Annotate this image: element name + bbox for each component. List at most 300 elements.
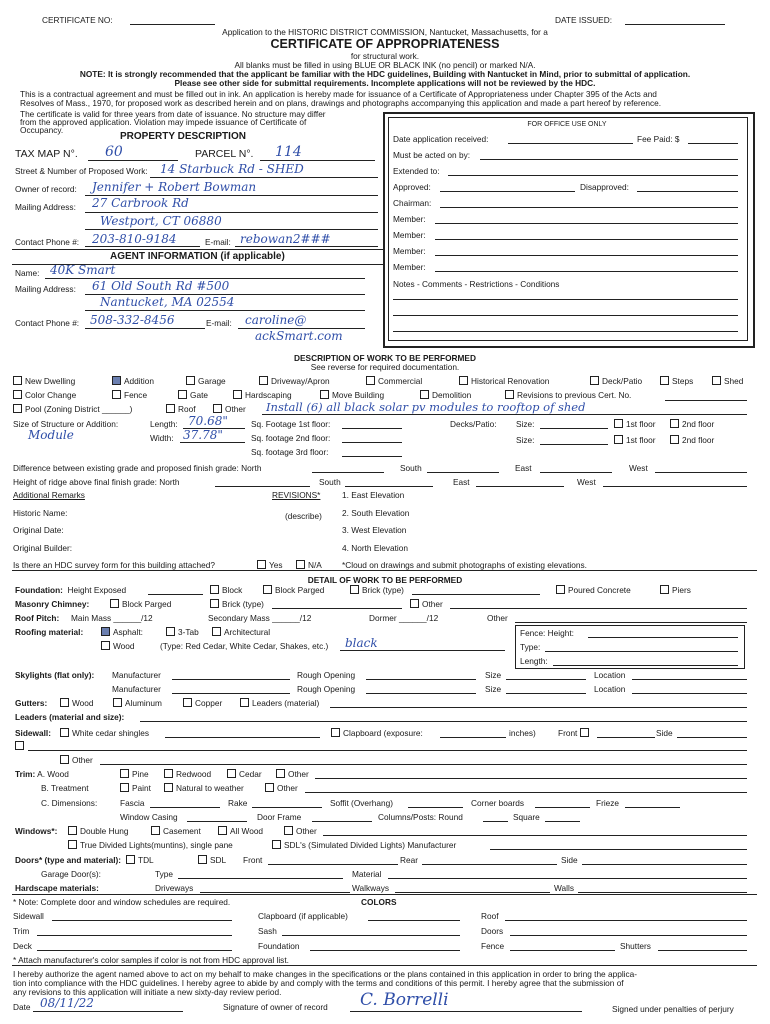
foundation-label: Foundation: bbox=[15, 585, 63, 595]
checkbox-icon bbox=[60, 698, 69, 707]
deck-2nd-floor-label: 2nd floor bbox=[682, 419, 715, 429]
chimney-other-label: Other bbox=[422, 599, 443, 609]
color-foundation-label: Foundation bbox=[258, 941, 300, 951]
poured-concrete-checkbox[interactable] bbox=[556, 585, 631, 595]
street-field[interactable] bbox=[150, 177, 378, 178]
checkbox-icon bbox=[68, 826, 77, 835]
rough-opening-2-label: Rough Opening bbox=[297, 684, 356, 694]
revision-2: 2. South Elevation bbox=[342, 508, 410, 518]
notes-field-1[interactable] bbox=[393, 299, 738, 300]
fence-type-label: Type: bbox=[520, 642, 541, 652]
walkways-field[interactable] bbox=[395, 892, 550, 893]
asphalt-checkbox[interactable] bbox=[101, 627, 143, 637]
ridge-east-label: East bbox=[453, 477, 470, 487]
deck-1st-floor-checkbox[interactable] bbox=[614, 419, 656, 429]
authorization-line2: tion into compliance with the HDC guidelines. I hereby agree to abide by and comply with the terms and conditions of this permit. I hereby agree that the submission of bbox=[13, 978, 624, 988]
a-wood-label: A. Wood bbox=[37, 769, 69, 779]
deck2-2nd-floor-label: 2nd floor bbox=[682, 435, 715, 445]
pine-checkbox[interactable] bbox=[120, 769, 149, 779]
mailing-value-1: 27 Carbrook Rd bbox=[92, 196, 189, 210]
new-dwelling-checkbox[interactable] bbox=[13, 376, 75, 386]
sqft-3-field[interactable] bbox=[342, 456, 402, 457]
agent-mailing-field-2[interactable] bbox=[85, 310, 365, 311]
garage-label: Garage bbox=[198, 376, 226, 386]
color-clapboard-field[interactable] bbox=[368, 920, 460, 921]
fence-length-label: Length: bbox=[520, 656, 548, 666]
decks-label: Decks/Patio: bbox=[450, 419, 497, 429]
checkbox-icon bbox=[614, 435, 623, 444]
checkbox-icon bbox=[420, 390, 429, 399]
block-parged-checkbox[interactable] bbox=[263, 585, 324, 595]
agent-phone-label: Contact Phone #: bbox=[15, 318, 80, 328]
length-label: Length: bbox=[150, 419, 178, 429]
phone-field[interactable] bbox=[85, 246, 200, 247]
white-cedar-checkbox[interactable] bbox=[60, 728, 149, 738]
chimney-other-checkbox[interactable] bbox=[410, 599, 443, 609]
color-foundation-field[interactable] bbox=[310, 950, 460, 951]
door-front-field[interactable] bbox=[268, 864, 398, 865]
agent-email-value-1: caroline@ bbox=[245, 313, 307, 327]
grade-diff-label: Difference between existing grade and proposed finish grade: North bbox=[13, 463, 262, 473]
notes-field-3[interactable] bbox=[393, 331, 738, 332]
windows-label: Windows*: bbox=[15, 826, 58, 836]
demolition-checkbox[interactable] bbox=[420, 390, 471, 400]
brick-type-checkbox[interactable] bbox=[350, 585, 404, 595]
roof-wood-label: Wood bbox=[113, 641, 135, 651]
trim-wood-other-field[interactable] bbox=[315, 778, 747, 779]
driveway-label: Driveway/Apron bbox=[271, 376, 330, 386]
aluminum-checkbox[interactable] bbox=[113, 698, 162, 708]
sidewall-front-field[interactable] bbox=[597, 737, 655, 738]
three-tab-label: 3-Tab bbox=[178, 627, 199, 637]
color-doors-field[interactable] bbox=[510, 935, 747, 936]
trim-wood-other-checkbox[interactable] bbox=[276, 769, 309, 779]
grade-north-field[interactable] bbox=[312, 472, 384, 473]
fence-height-label: Fence: Height: bbox=[520, 628, 574, 638]
redwood-checkbox[interactable] bbox=[164, 769, 211, 779]
agent-phone-field[interactable] bbox=[85, 328, 205, 329]
chimney-other-field[interactable] bbox=[450, 608, 747, 609]
checkbox-icon bbox=[113, 698, 122, 707]
door-rear-label: Rear bbox=[400, 855, 418, 865]
other-checkbox[interactable] bbox=[213, 404, 246, 414]
deck-patio-label: Deck/Patio bbox=[602, 376, 643, 386]
color-roof-field[interactable] bbox=[505, 920, 747, 921]
garage-material-field[interactable] bbox=[388, 878, 747, 879]
foundation-row bbox=[15, 585, 126, 595]
chairman-label: Chairman: bbox=[393, 198, 432, 208]
original-date-label: Original Date: bbox=[13, 525, 64, 535]
color-sidewall-field[interactable] bbox=[52, 920, 232, 921]
trim-label: Trim: bbox=[15, 769, 36, 779]
checkbox-icon bbox=[101, 641, 110, 650]
checkbox-icon bbox=[60, 728, 69, 737]
poured-concrete-label: Poured Concrete bbox=[568, 585, 631, 595]
contract-line1: This is a contractual agreement and must be filled out in ink. An application is hereby made for issuance of a Certificate of Appropriateness under Chapter 395 of the Acts and bbox=[20, 89, 657, 99]
leaders-material-checkbox[interactable] bbox=[240, 698, 319, 708]
survey-na-label: N/A bbox=[308, 560, 322, 570]
signature-field[interactable] bbox=[350, 1011, 582, 1012]
ridge-east-field[interactable] bbox=[476, 486, 564, 487]
height-exposed-field[interactable] bbox=[148, 594, 203, 595]
inches-label: inches) bbox=[509, 728, 536, 738]
window-other-field[interactable] bbox=[323, 835, 747, 836]
window-other-label: Other bbox=[296, 826, 317, 836]
true-divided-checkbox[interactable] bbox=[68, 840, 233, 850]
disapproved-field[interactable] bbox=[637, 191, 738, 192]
skylight-location-1-field[interactable] bbox=[632, 679, 747, 680]
garage-type-field[interactable] bbox=[178, 878, 343, 879]
wood-type-label: (Type: Red Cedar, White Cedar, Shakes, etc.) bbox=[160, 641, 329, 651]
sidewall-extra-field[interactable] bbox=[28, 750, 747, 751]
width-label: Width: bbox=[150, 433, 174, 443]
skylight-size-2-field[interactable] bbox=[506, 693, 586, 694]
skylight-manufacturer-1-field[interactable] bbox=[172, 679, 290, 680]
sidewall-side-field[interactable] bbox=[677, 737, 747, 738]
notes-field-2[interactable] bbox=[393, 315, 738, 316]
doors-label: Doors* (type and material): bbox=[15, 855, 122, 865]
driveway-checkbox[interactable] bbox=[259, 376, 330, 386]
sqft-1-field[interactable] bbox=[342, 428, 402, 429]
roof-checkbox[interactable] bbox=[166, 404, 196, 414]
deck-patio-checkbox[interactable] bbox=[590, 376, 642, 386]
checkbox-icon bbox=[186, 376, 195, 385]
masonry-chimney-label: Masonry Chimney: bbox=[15, 599, 90, 609]
addition-checkbox[interactable] bbox=[112, 376, 154, 386]
checkbox-icon bbox=[580, 728, 589, 737]
skylights-label: Skylights (flat only): bbox=[15, 670, 95, 680]
hardscaping-checkbox[interactable] bbox=[233, 390, 292, 400]
asphalt-label: Asphalt: bbox=[113, 627, 143, 637]
revisions-prev-checkbox[interactable] bbox=[505, 390, 631, 400]
date-issued-field[interactable] bbox=[625, 24, 725, 25]
cedar-checkbox[interactable] bbox=[227, 769, 262, 779]
survey-yes-checkbox[interactable] bbox=[257, 560, 283, 570]
valid-line1: The certificate is valid for three years from date of issuance. No structure may differ bbox=[20, 109, 326, 119]
color-sash-label: Sash bbox=[258, 926, 277, 936]
extended-field[interactable] bbox=[448, 175, 738, 176]
steps-checkbox[interactable] bbox=[660, 376, 693, 386]
roof-wood-checkbox[interactable] bbox=[101, 641, 135, 651]
agent-top-rule bbox=[12, 249, 384, 250]
wood-type-field[interactable] bbox=[340, 650, 505, 651]
checkbox-icon bbox=[320, 390, 329, 399]
corner-boards-label: Corner boards bbox=[471, 798, 525, 808]
member-4-field[interactable] bbox=[435, 271, 738, 272]
checkbox-icon bbox=[198, 855, 207, 864]
email-field[interactable] bbox=[235, 246, 378, 247]
window-other-checkbox[interactable] bbox=[284, 826, 317, 836]
member-3-label: Member: bbox=[393, 246, 426, 256]
frieze-field[interactable] bbox=[625, 807, 680, 808]
b-treatment-label: B. Treatment bbox=[41, 783, 89, 793]
pool-checkbox[interactable] bbox=[13, 404, 132, 414]
door-sdl-label: SDL bbox=[210, 855, 227, 865]
grade-south-label: South bbox=[400, 463, 422, 473]
steps-label: Steps bbox=[672, 376, 694, 386]
revisions-prev-field[interactable] bbox=[665, 400, 747, 401]
skylight-size-2-label: Size bbox=[485, 684, 502, 694]
color-sash-field[interactable] bbox=[282, 935, 460, 936]
mailing-field-1[interactable] bbox=[85, 212, 378, 213]
driveways-field[interactable] bbox=[200, 892, 350, 893]
driveways-label: Driveways bbox=[155, 883, 194, 893]
sqft-2-field[interactable] bbox=[342, 442, 402, 443]
roofing-material-label: Roofing material: bbox=[15, 627, 84, 637]
fence-checkbox[interactable] bbox=[112, 390, 147, 400]
brick-type-field[interactable] bbox=[412, 594, 540, 595]
checkbox-icon bbox=[556, 585, 565, 594]
grade-east-label: East bbox=[515, 463, 532, 473]
extended-label: Extended to: bbox=[393, 166, 440, 176]
other-field[interactable] bbox=[262, 414, 747, 415]
trim-wood-other-label: Other bbox=[288, 769, 309, 779]
mailing-value-2: Westport, CT 06880 bbox=[100, 214, 222, 228]
treatment-other-label: Other bbox=[277, 783, 298, 793]
paint-checkbox[interactable] bbox=[120, 783, 151, 793]
fee-paid-label: Fee Paid: $ bbox=[637, 134, 680, 144]
architectural-checkbox[interactable] bbox=[212, 627, 270, 637]
page-subtitle: for structural work. bbox=[350, 51, 420, 61]
window-casing-label: Window Casing bbox=[120, 812, 178, 822]
fee-paid-field[interactable] bbox=[688, 143, 738, 144]
deck2-1st-floor-checkbox[interactable] bbox=[614, 435, 656, 445]
skylight-size-1-field[interactable] bbox=[506, 679, 586, 680]
color-shutters-field[interactable] bbox=[658, 950, 747, 951]
walls-field[interactable] bbox=[578, 892, 747, 893]
main-mass-label: Main Mass ______/12 bbox=[71, 613, 153, 623]
garage-material-label: Material bbox=[352, 869, 382, 879]
treatment-other-checkbox[interactable] bbox=[265, 783, 298, 793]
color-sidewall-label: Sidewall bbox=[13, 911, 44, 921]
approved-field[interactable] bbox=[440, 191, 575, 192]
owner-label: Owner of record: bbox=[15, 184, 77, 194]
double-hung-checkbox[interactable] bbox=[68, 826, 128, 836]
office-use-heading: FOR OFFICE USE ONLY bbox=[527, 121, 607, 128]
signature-value: C. Borrelli bbox=[360, 990, 449, 1010]
ridge-west-field[interactable] bbox=[603, 486, 747, 487]
fascia-field[interactable] bbox=[150, 807, 220, 808]
pine-label: Pine bbox=[132, 769, 149, 779]
cert-no-field[interactable] bbox=[130, 24, 215, 25]
description-subheading: See reverse for required documentation. bbox=[310, 362, 460, 372]
garage-checkbox[interactable] bbox=[186, 376, 226, 386]
chimney-brick-field[interactable] bbox=[272, 608, 402, 609]
rake-label: Rake bbox=[228, 798, 248, 808]
checkbox-icon bbox=[60, 755, 69, 764]
checkbox-icon bbox=[331, 728, 340, 737]
checkbox-icon bbox=[13, 376, 22, 385]
square-label: Square bbox=[513, 812, 540, 822]
color-trim-field[interactable] bbox=[37, 935, 232, 936]
deck-size-1-label: Size: bbox=[516, 419, 535, 429]
pool-label: Pool (Zoning District ______) bbox=[25, 404, 133, 414]
treatment-other-field[interactable] bbox=[305, 792, 747, 793]
casement-checkbox[interactable] bbox=[151, 826, 201, 836]
true-divided-label: True Divided Lights(muntins), single pane bbox=[80, 840, 233, 850]
ridge-south-field[interactable] bbox=[345, 486, 433, 487]
color-fence-label: Fence bbox=[481, 941, 505, 951]
fence-type-field[interactable] bbox=[545, 651, 738, 652]
sidewall-label: Sidewall: bbox=[15, 728, 51, 738]
checkbox-icon bbox=[15, 741, 24, 750]
door-frame-field[interactable] bbox=[312, 821, 372, 822]
checkbox-icon bbox=[164, 769, 173, 778]
color-deck-label: Deck bbox=[13, 941, 32, 951]
agent-name-value: 40K Smart bbox=[50, 263, 116, 277]
door-frame-label: Door Frame bbox=[257, 812, 302, 822]
survey-yes-label: Yes bbox=[269, 560, 283, 570]
sqft-2-label: Sq. footage 2nd floor: bbox=[251, 433, 331, 443]
member-2-field[interactable] bbox=[435, 239, 738, 240]
chimney-block-parged-checkbox[interactable] bbox=[110, 599, 171, 609]
checkbox-icon bbox=[120, 783, 129, 792]
square-field[interactable] bbox=[545, 821, 580, 822]
date-received-field[interactable] bbox=[508, 143, 633, 144]
gutter-wood-checkbox[interactable] bbox=[60, 698, 94, 708]
block-checkbox[interactable] bbox=[210, 585, 242, 595]
secondary-mass-label: Secondary Mass ______/12 bbox=[208, 613, 312, 623]
brick-type-label: Brick (type) bbox=[362, 585, 404, 595]
three-tab-checkbox[interactable] bbox=[166, 627, 199, 637]
page-title: CERTIFICATE OF APPROPRIATENESS bbox=[270, 37, 500, 51]
natural-checkbox[interactable] bbox=[164, 783, 244, 793]
checkbox-icon bbox=[459, 376, 468, 385]
skylight-manufacturer-2-field[interactable] bbox=[172, 693, 290, 694]
sidewall-front-checkbox[interactable] bbox=[558, 728, 592, 738]
door-rear-field[interactable] bbox=[422, 864, 557, 865]
checkbox-icon bbox=[670, 435, 679, 444]
chimney-brick-checkbox[interactable] bbox=[210, 599, 264, 609]
survey-na-checkbox[interactable] bbox=[296, 560, 322, 570]
commercial-checkbox[interactable] bbox=[366, 376, 422, 386]
member-3-field[interactable] bbox=[435, 255, 738, 256]
move-building-checkbox[interactable] bbox=[320, 390, 384, 400]
deck-size-2-field[interactable] bbox=[540, 444, 608, 445]
deck-2nd-floor-checkbox[interactable] bbox=[670, 419, 714, 429]
deck-size-1-field[interactable] bbox=[540, 428, 608, 429]
description-heading: DESCRIPTION OF WORK TO BE PERFORMED bbox=[294, 353, 476, 363]
agent-email-value-2: ackSmart.com bbox=[255, 329, 343, 343]
member-1-field[interactable] bbox=[435, 223, 738, 224]
sqft-1-label: Sq. Footage 1st floor: bbox=[251, 419, 331, 429]
fence-height-field[interactable] bbox=[588, 637, 738, 638]
skylight-location-2-field[interactable] bbox=[632, 693, 747, 694]
grade-west-field[interactable] bbox=[655, 472, 747, 473]
property-heading: PROPERTY DESCRIPTION bbox=[120, 131, 246, 142]
checkbox-icon bbox=[259, 376, 268, 385]
clapboard-exposure-field[interactable] bbox=[440, 737, 506, 738]
piers-checkbox[interactable] bbox=[660, 585, 691, 595]
describe-label: (describe) bbox=[285, 511, 322, 521]
agent-email-label: E-mail: bbox=[206, 318, 232, 328]
approved-label: Approved: bbox=[393, 182, 431, 192]
door-sdl-checkbox[interactable] bbox=[198, 855, 226, 865]
original-builder-label: Original Builder: bbox=[13, 543, 73, 553]
casement-label: Casement bbox=[163, 826, 201, 836]
window-casing-field[interactable] bbox=[187, 821, 247, 822]
aluminum-label: Aluminum bbox=[125, 698, 162, 708]
survey-form-label: Is there an HDC survey form for this building attached? bbox=[13, 560, 215, 570]
checkbox-icon bbox=[166, 627, 175, 636]
checkbox-icon bbox=[212, 627, 221, 636]
color-change-checkbox[interactable] bbox=[13, 390, 76, 400]
checkbox-icon bbox=[218, 826, 227, 835]
tax-map-field[interactable] bbox=[88, 160, 178, 161]
mailing-label: Mailing Address: bbox=[15, 202, 76, 212]
copper-checkbox[interactable] bbox=[183, 698, 222, 708]
grade-east-field[interactable] bbox=[540, 472, 612, 473]
rough-opening-2-field[interactable] bbox=[366, 693, 476, 694]
sidewall-other-field[interactable] bbox=[100, 764, 747, 765]
ridge-north-field[interactable] bbox=[215, 486, 310, 487]
color-shutters-label: Shutters bbox=[620, 941, 651, 951]
checkbox-icon bbox=[276, 769, 285, 778]
roof-pitch-other-field[interactable] bbox=[515, 622, 747, 623]
other-label: Other bbox=[225, 404, 246, 414]
sdl-manufacturer-field[interactable] bbox=[490, 849, 747, 850]
historical-renovation-checkbox[interactable] bbox=[459, 376, 549, 386]
detail-heading: DETAIL OF WORK TO BE PERFORMED bbox=[307, 575, 463, 585]
white-cedar-field[interactable] bbox=[165, 737, 320, 738]
color-fence-field[interactable] bbox=[510, 950, 615, 951]
leaders-material-field[interactable] bbox=[330, 707, 747, 708]
redwood-label: Redwood bbox=[176, 769, 212, 779]
tdl-checkbox[interactable] bbox=[126, 855, 154, 865]
acted-by-field[interactable] bbox=[480, 159, 738, 160]
gate-checkbox[interactable] bbox=[178, 390, 208, 400]
checkbox-icon bbox=[213, 404, 222, 413]
blanks-note: All blanks must be filled in using BLUE OR BLACK INK (no pencil) or marked N/A. bbox=[234, 60, 536, 70]
parcel-value: 114 bbox=[275, 144, 302, 160]
sdl-checkbox[interactable] bbox=[272, 840, 456, 850]
move-building-label: Move Building bbox=[332, 390, 385, 400]
rake-field[interactable] bbox=[252, 807, 322, 808]
clapboard-checkbox[interactable] bbox=[331, 728, 423, 738]
clapboard-label: Clapboard (exposure: bbox=[343, 728, 423, 738]
rough-opening-1-field[interactable] bbox=[366, 679, 476, 680]
grade-south-field[interactable] bbox=[427, 472, 499, 473]
shed-checkbox[interactable] bbox=[712, 376, 743, 386]
parcel-field[interactable] bbox=[260, 160, 375, 161]
notes-label: Notes - Comments - Restrictions - Conditions bbox=[393, 279, 560, 289]
deck2-2nd-floor-checkbox[interactable] bbox=[670, 435, 714, 445]
date-field[interactable] bbox=[33, 1011, 183, 1012]
soffit-field[interactable] bbox=[408, 807, 463, 808]
width-field[interactable] bbox=[180, 442, 245, 443]
street-label: Street & Number of Proposed Work: bbox=[15, 166, 148, 176]
checkbox-icon bbox=[210, 599, 219, 608]
chairman-field[interactable] bbox=[440, 207, 738, 208]
gutters-label: Gutters: bbox=[15, 698, 48, 708]
door-side-field[interactable] bbox=[582, 864, 747, 865]
color-deck-field[interactable] bbox=[37, 950, 232, 951]
checkbox-icon bbox=[265, 783, 274, 792]
mailing-field-2[interactable] bbox=[85, 229, 378, 230]
sidewall-extra-checkbox[interactable] bbox=[15, 741, 27, 751]
date-value: 08/11/22 bbox=[40, 996, 94, 1010]
other-value: Install (6) all black solar pv modules to rooftop of shed bbox=[266, 400, 586, 414]
historic-name-label: Historic Name: bbox=[13, 508, 68, 518]
owner-value: Jennifer + Robert Bowman bbox=[92, 180, 257, 194]
leaders-size-field[interactable] bbox=[140, 721, 747, 722]
columns-round-field[interactable] bbox=[483, 821, 508, 822]
all-wood-checkbox[interactable] bbox=[218, 826, 263, 836]
fence-length-field[interactable] bbox=[553, 665, 738, 666]
date-issued-label: DATE ISSUED: bbox=[555, 15, 613, 25]
corner-boards-field[interactable] bbox=[535, 807, 590, 808]
sidewall-other-checkbox[interactable] bbox=[60, 755, 93, 765]
